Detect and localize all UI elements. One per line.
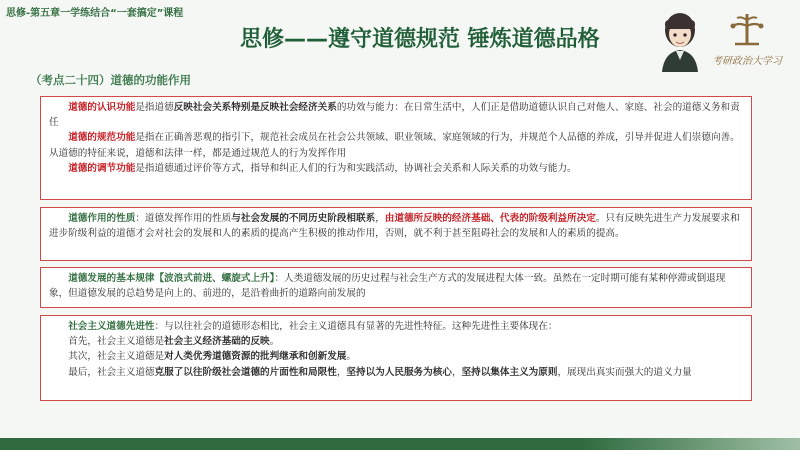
footer-gradient: [580, 438, 800, 450]
paragraph-cognitive-function: [49, 100, 743, 130]
text: ：道德发挥作用的性质: [135, 213, 232, 224]
paragraph-regulatory-function: [49, 161, 743, 176]
emphasis-red: 由道德所反映的经济基础、代表的阶级利益所决定: [384, 213, 596, 224]
text: ，: [451, 366, 462, 378]
emphasis: 与社会发展的不同历史阶段相联系: [231, 213, 376, 224]
text: ，: [336, 366, 347, 378]
term-normative-function: 道德的规范功能: [68, 132, 136, 144]
text: 。只有反映先进生产力发展要求和进步阶级利益的道德才会对社会的发展和人的素质的提高产生积极的推动作用，否则，就不利于甚至阻碍社会的发展和人的素质的提高。: [49, 213, 740, 240]
text: ，展现出真实而强大的道义力量: [557, 366, 692, 378]
section-header: （考点二十四）道德的功能作用: [30, 73, 191, 87]
emphasis: 坚持以集体主义为原则: [461, 366, 558, 378]
label-socialist-morality: 社会主义道德先进性: [68, 321, 155, 332]
text: 的功效与能力：在日常生活中，人们正是借助道德认识自己对他人、家庭、社会的道德义务和责任: [49, 102, 740, 129]
list-item-last: [49, 365, 743, 380]
text: 。: [346, 351, 356, 363]
list-item-first: [49, 334, 743, 349]
list-item-second: [49, 349, 743, 364]
card-development-law: [40, 267, 752, 308]
emphasis: 坚持以为人民服务为核心: [346, 366, 452, 378]
text: ：人类道德发展的历史过程与社会生产方式的发展进程大体一致。虽然在一定时期可能有某种停滞或倒退现象，但道德发展的总趋势是向上的、前进的，是沿着曲折的道路向前发展的: [49, 273, 726, 300]
term-regulatory-function: 道德的调节功能: [68, 162, 136, 174]
paragraph-intro: [49, 319, 743, 334]
card-nature-of-morality: [40, 207, 752, 261]
page-title: 思修——遵守道德规范 锤炼道德品格: [240, 27, 600, 52]
text: 最后，社会主义道德: [68, 366, 155, 378]
text: 其次，社会主义道德是: [68, 351, 165, 363]
teacher-avatar: [656, 10, 704, 72]
paragraph-nature: [49, 211, 743, 241]
course-tag: 思修-第五章一学练结合“一套搞定”课程: [6, 8, 184, 19]
label-development-law: 道德发展的基本规律【波浪式前进、螺旋式上升】: [68, 273, 275, 284]
text: 是指在正确善恶观的指引下，规范社会成员在社会公共领域、职业领域、家庭领域的行为，并规范个人品德的养成，引导并促进人们崇德向善。从道德的特征来说，道德和法律一样，都是通过规范人的行为发挥作用: [49, 132, 740, 159]
brand-logo: [712, 8, 782, 74]
text: ，: [375, 213, 385, 224]
emphasis: 对人类优秀道德资源的批判继承和创新发展: [164, 351, 347, 363]
text: 。: [269, 336, 280, 348]
text: 是指道德通过评价等方式，指导和纠正人们的行为和实践活动，协调社会关系和人际关系的功效与能力。: [135, 162, 577, 174]
paragraph-normative-function: [49, 130, 743, 160]
emphasis: 社会主义经济基础的反映: [164, 336, 270, 348]
footer-bar: [0, 438, 800, 450]
text: 是指道德: [135, 102, 174, 113]
logo-text: 考研政治大学习: [712, 56, 782, 67]
text: ：与以往社会的道德形态相比，社会主义道德具有显著的先进性特征。这种先进性主要体现在：: [154, 321, 558, 332]
paragraph-development-law: [49, 271, 743, 301]
tree-logo-icon: [725, 8, 769, 52]
term-cognitive-function: 道德的认识功能: [68, 102, 136, 113]
card-moral-functions: [40, 96, 752, 200]
emphasis: 反映社会关系特别是反映社会经济关系: [173, 102, 337, 113]
label-nature: 道德作用的性质: [68, 213, 136, 224]
emphasis: 克服了以往阶级社会道德的片面性和局限性: [154, 366, 337, 378]
card-socialist-morality: [40, 315, 752, 401]
text: 首先，社会主义道德是: [68, 336, 165, 348]
